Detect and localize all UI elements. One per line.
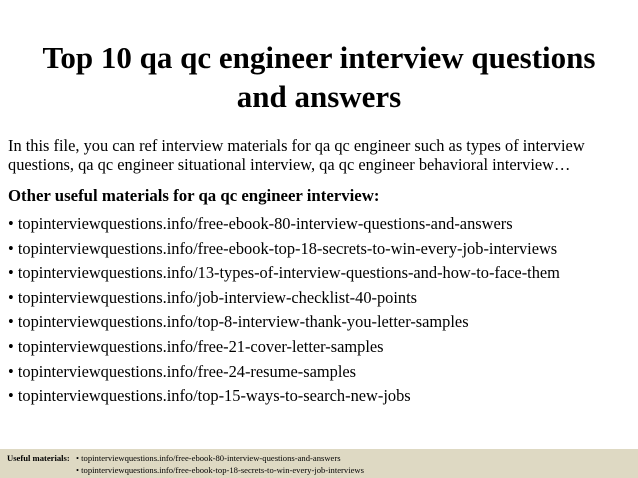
footer-link[interactable]: • topinterviewquestions.info/free-ebook-top-18-secrets-to-win-every-job-interviews <box>76 465 364 475</box>
intro-paragraph <box>8 136 632 174</box>
title-line-1: Top 10 qa qc engineer interview questions <box>42 40 596 75</box>
intro-line-1: In this file, you can ref interview materials for qa qc engineer such as types of interview <box>8 136 585 155</box>
materials-list <box>8 212 634 409</box>
footer-link[interactable]: • topinterviewquestions.info/free-ebook-80-interview-questions-and-answers <box>76 453 341 463</box>
intro-line-2: questions, qa qc engineer situational interview, qa qc engineer behavioral interview… <box>8 155 571 174</box>
materials-link[interactable]: • topinterviewquestions.info/job-interview-checklist-40-points <box>8 287 418 307</box>
materials-link[interactable]: • topinterviewquestions.info/free-ebook-top-18-secrets-to-win-every-job-interviews <box>8 238 558 258</box>
materials-link[interactable]: • topinterviewquestions.info/free-21-cover-letter-samples <box>8 336 384 356</box>
materials-link[interactable]: • topinterviewquestions.info/top-8-interview-thank-you-letter-samples <box>8 312 469 332</box>
materials-link[interactable]: • topinterviewquestions.info/13-types-of-interview-questions-and-how-to-face-them <box>8 263 560 283</box>
footer-bar <box>0 449 638 478</box>
page-title <box>20 38 618 116</box>
materials-link[interactable]: • topinterviewquestions.info/free-ebook-80-interview-questions-and-answers <box>8 214 513 233</box>
materials-link[interactable]: • topinterviewquestions.info/free-24-resume-samples <box>8 361 357 381</box>
footer-label: Useful materials: <box>7 453 70 463</box>
materials-link[interactable]: • topinterviewquestions.info/top-15-ways-to-search-new-jobs <box>8 386 411 406</box>
materials-heading: Other useful materials for qa qc engineer interview: <box>8 186 380 205</box>
footer-links <box>76 452 364 476</box>
title-line-2: and answers <box>236 79 402 114</box>
